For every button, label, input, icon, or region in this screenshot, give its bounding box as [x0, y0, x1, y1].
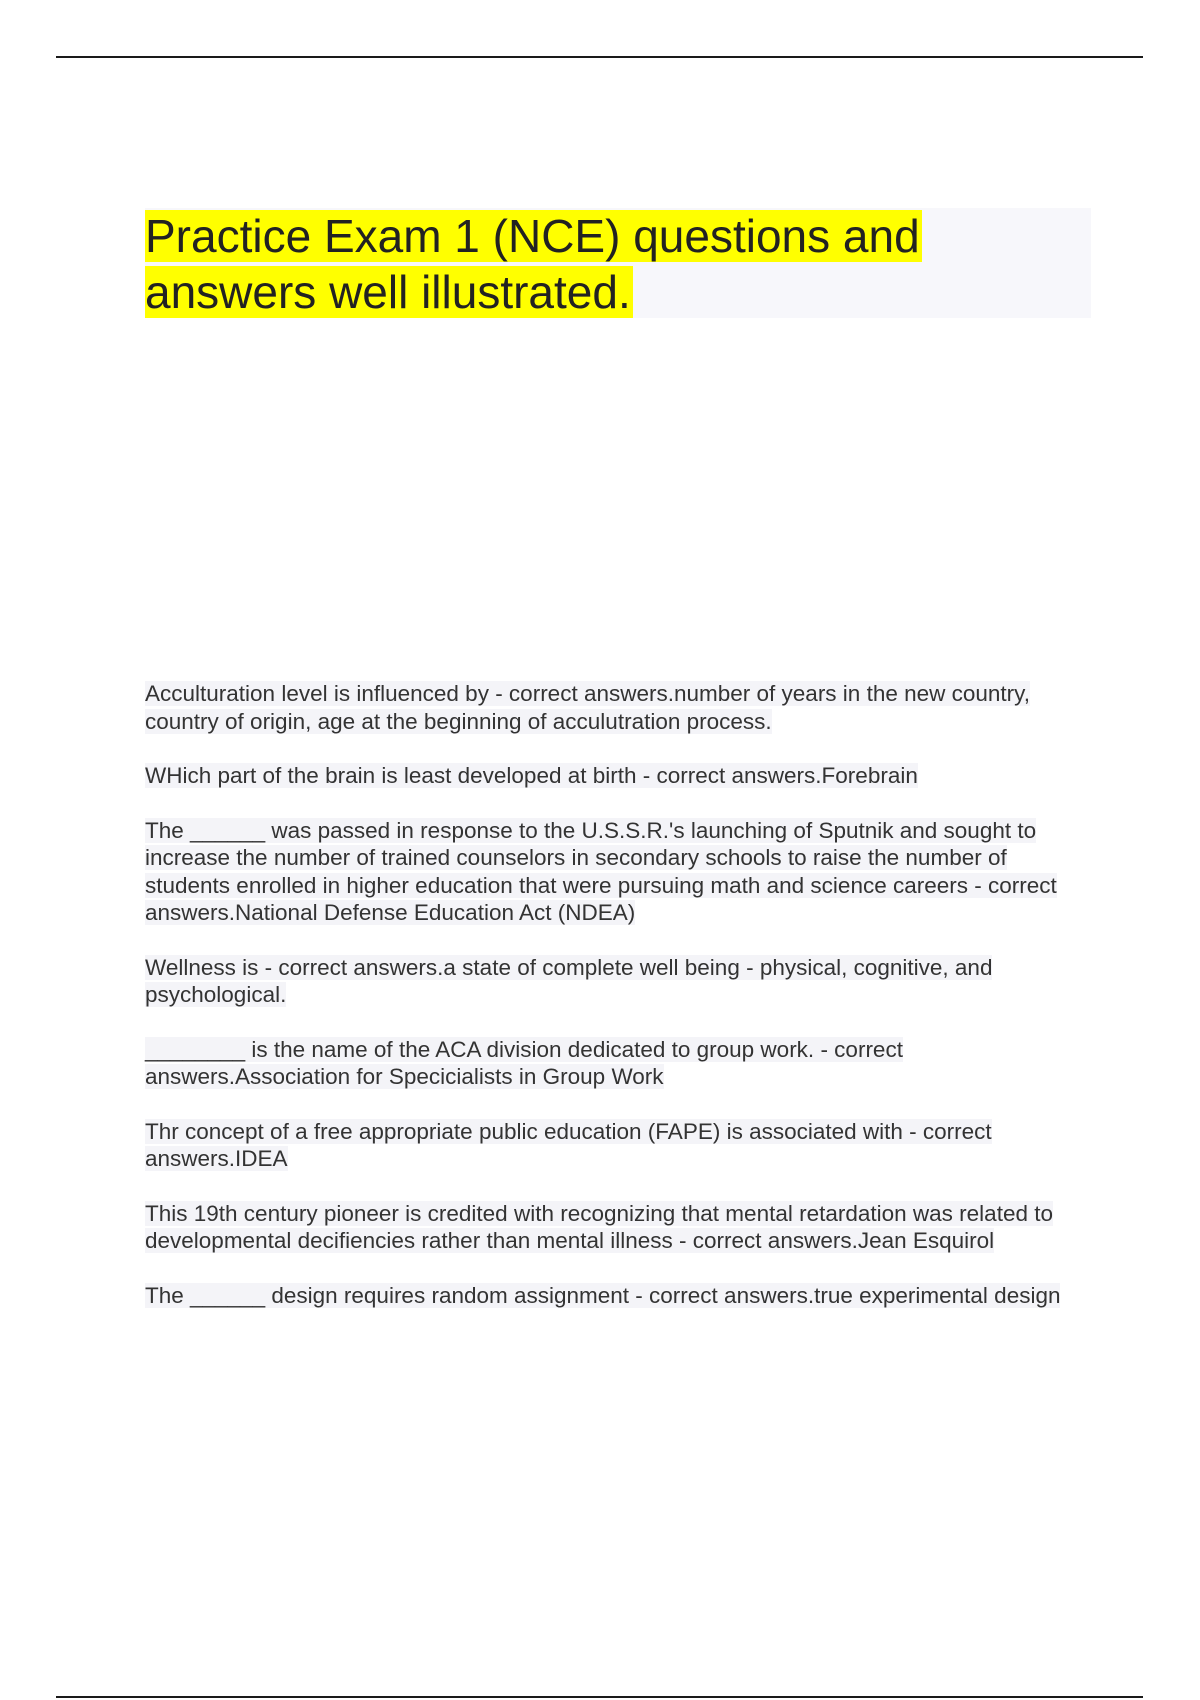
qa-list	[145, 680, 1085, 1336]
qa-item-text: ________ is the name of the ACA division dedicated to group work. - correct answers.Association for Specicialists in Group Work	[145, 1036, 903, 1089]
qa-item	[145, 762, 1085, 790]
qa-item-text: The ______ design requires random assignment - correct answers.true experimental design	[145, 1282, 1061, 1308]
qa-item-text: Thr concept of a free appropriate public education (FAPE) is associated with - correct answers.IDEA	[145, 1118, 992, 1171]
document-title	[145, 208, 1091, 320]
qa-item-text: Wellness is - correct answers.a state of complete well being - physical, cognitive, and psychological.	[145, 954, 993, 1007]
top-rule	[56, 56, 1143, 58]
qa-item	[145, 1200, 1085, 1255]
qa-item-text: WHich part of the brain is least developed at birth - correct answers.Forebrain	[145, 763, 918, 788]
bottom-rule	[56, 1696, 1143, 1698]
document-title-text: Practice Exam 1 (NCE) questions and answers well illustrated.	[145, 210, 920, 318]
title-block	[145, 208, 1091, 318]
qa-item	[145, 1036, 1085, 1091]
qa-item	[145, 1282, 1085, 1310]
qa-item	[145, 817, 1085, 927]
qa-item	[145, 680, 1085, 735]
qa-item-text: Acculturation level is influenced by - correct answers.number of years in the new country, country of origin, age at the beginning of acculutration process.	[145, 681, 1030, 734]
qa-item	[145, 1118, 1085, 1173]
qa-item-text: The ______ was passed in response to the U.S.S.R.'s launching of Sputnik and sought to increase the number of trained counselors in secondary schools to raise the number of students enrolled in higher education that were pursuing math and science careers - correct answers.National Defense Education Act (NDEA)	[145, 817, 1057, 925]
qa-item	[145, 954, 1085, 1009]
qa-item-text: This 19th century pioneer is credited with recognizing that mental retardation was related to developmental decifiencies rather than mental illness - correct answers.Jean Esquirol	[145, 1200, 1053, 1253]
